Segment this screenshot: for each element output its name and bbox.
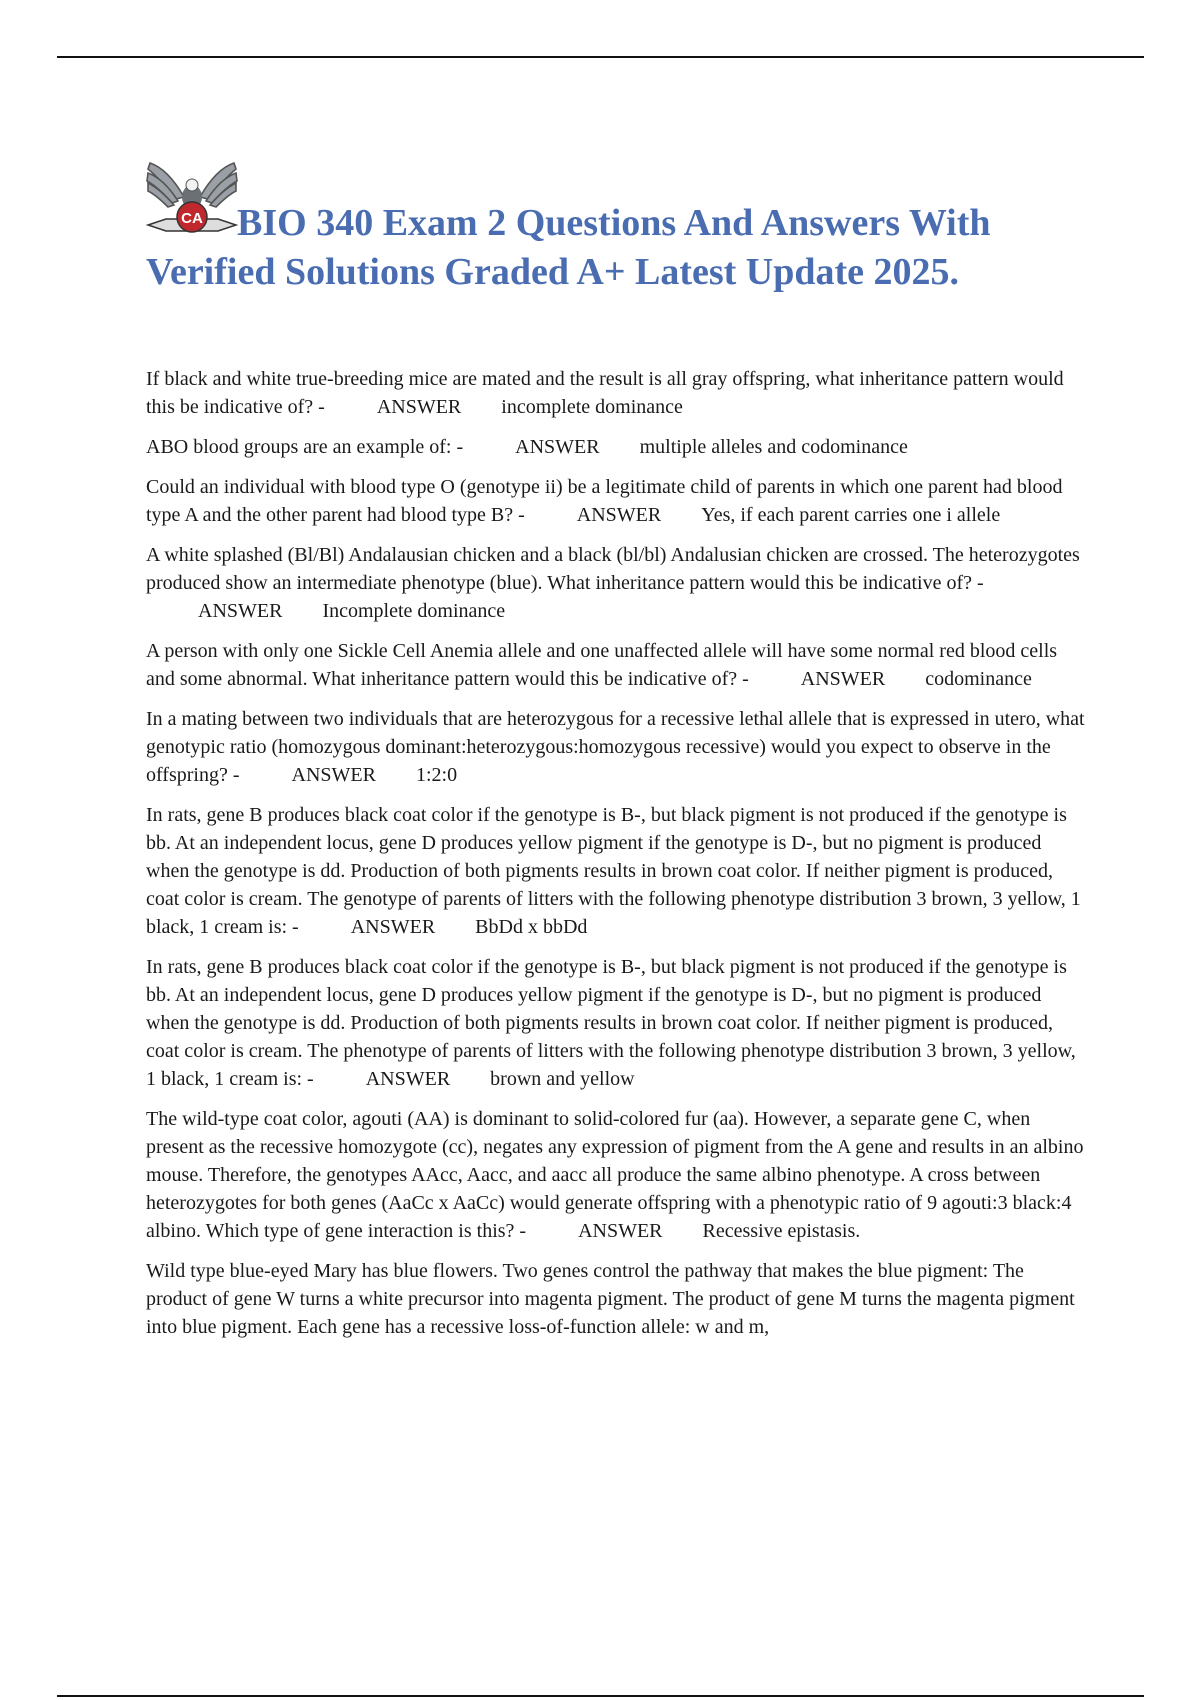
question-text: If black and white true-breeding mice are mated and the result is all gray offspring, what inheritance pattern would this be indicative of? -	[146, 368, 1064, 418]
top-rule	[57, 56, 1144, 58]
question-text: A white splashed (Bl/Bl) Andalausian chicken and a black (bl/bl) Andalusian chicken are crossed. The heterozygotes produced show an intermediate phenotype (blue). What inheritance pattern would this be indicative of? -	[146, 544, 1080, 594]
qa-item	[146, 541, 1086, 625]
question-text: ABO blood groups are an example of: -	[146, 436, 464, 458]
question-text: The wild-type coat color, agouti (AA) is dominant to solid-colored fur (aa). However, a separate gene C, when present as the recessive homozygote (cc), negates any expression of pigment from the A gene and results in an albino mouse. Therefore, the genotypes AAcc, Aacc, and aacc all produce the same albino phenotype. A cross between heterozygotes for both genes (AaCc x AaCc) would generate offspring with a phenotypic ratio of 9 agouti:3 black:4 albino. Which type of gene interaction is this? -	[146, 1108, 1084, 1242]
answer-label: ANSWER	[800, 668, 886, 690]
answer-label: ANSWER	[578, 1220, 663, 1242]
document-body	[146, 155, 1086, 1353]
qa-item	[146, 473, 1086, 529]
question-text: A person with only one Sickle Cell Anemia allele and one unaffected allele will have some normal red blood cells and some abnormal. What inheritance pattern would this be indicative of? -	[146, 640, 1058, 690]
answer-label: ANSWER	[350, 916, 436, 938]
answer-label: ANSWER	[198, 600, 283, 622]
qa-item	[146, 953, 1086, 1093]
answer-text: 1:2:0	[415, 764, 458, 786]
qa-item	[146, 365, 1086, 421]
qa-list	[146, 365, 1086, 1341]
answer-text: BbDd x bbDd	[475, 916, 588, 938]
document-title	[146, 155, 1086, 297]
answer-text: Yes, if each parent carries one i allele	[701, 504, 1001, 526]
question-text: In a mating between two individuals that are heterozygous for a recessive lethal allele that is expressed in utero, what genotypic ratio (homozygous dominant:heterozygous:homozygous recessive) would you expect to observe in the offspring? -	[146, 708, 1085, 786]
answer-label: ANSWER	[576, 504, 662, 526]
document-title-text: BIO 340 Exam 2 Questions And Answers With Verified Solutions Graded A+ Latest Update 2025.	[146, 202, 991, 293]
answer-label: ANSWER	[376, 396, 462, 418]
qa-item	[146, 433, 1086, 461]
qa-item	[146, 1257, 1086, 1341]
qa-item	[146, 1105, 1086, 1245]
answer-text: Recessive epistasis.	[702, 1220, 861, 1242]
answer-text: multiple alleles and codominance	[639, 436, 908, 458]
question-text: In rats, gene B produces black coat color if the genotype is B-, but black pigment is not produced if the genotype is bb. At an independent locus, gene D produces yellow pigment if the genotype is D-, but no pigment is produced when the genotype is dd. Production of both pigments results in brown coat color. If neither pigment is produced, coat color is cream. The phenotype of parents of litters with the following phenotype distribution 3 brown, 3 yellow, 1 black, 1 cream is: -	[146, 956, 1076, 1090]
question-text: Wild type blue-eyed Mary has blue flowers. Two genes control the pathway that makes the blue pigment: The product of gene W turns a white precursor into magenta pigment. The product of gene M turns the magenta pigment into blue pigment. Each gene has a recessive loss-of-function allele: w and m,	[146, 1260, 1075, 1338]
question-text: Could an individual with blood type O (genotype ii) be a legitimate child of parents in which one parent had blood type A and the other parent had blood type B? -	[146, 476, 1063, 526]
logo-text: CA	[181, 210, 203, 227]
question-text: In rats, gene B produces black coat color if the genotype is B-, but black pigment is not produced if the genotype is bb. At an independent locus, gene D produces yellow pigment if the genotype is D-, but no pigment is produced when the genotype is dd. Production of both pigments results in brown coat color. If neither pigment is produced, coat color is cream. The genotype of parents of litters with the following phenotype distribution 3 brown, 3 yellow, 1 black, 1 cream is: -	[146, 804, 1081, 938]
answer-text: codominance	[925, 668, 1032, 690]
answer-text: incomplete dominance	[501, 396, 683, 418]
answer-text: brown and yellow	[490, 1068, 635, 1090]
eagle-logo-icon	[146, 159, 238, 241]
qa-item	[146, 637, 1086, 693]
answer-label: ANSWER	[515, 436, 600, 458]
answer-text: Incomplete dominance	[322, 600, 506, 622]
answer-label: ANSWER	[365, 1068, 451, 1090]
bottom-rule	[57, 1695, 1144, 1697]
answer-label: ANSWER	[291, 764, 376, 786]
qa-item	[146, 705, 1086, 789]
qa-item	[146, 801, 1086, 941]
